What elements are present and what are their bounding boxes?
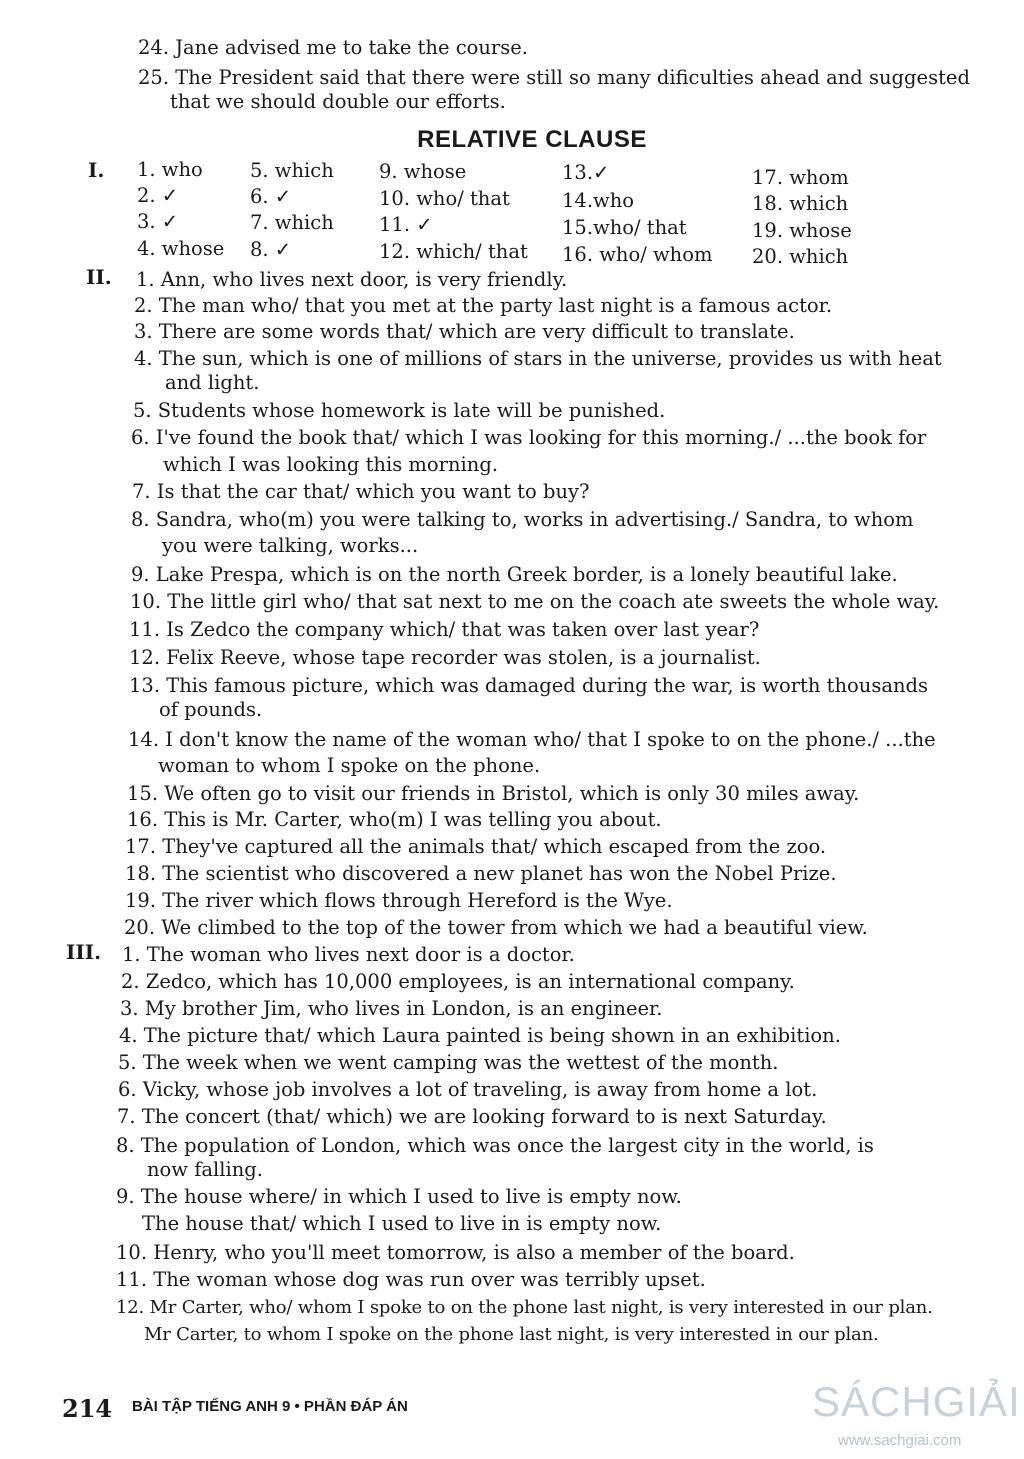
list-item: 19. The river which flows through Hereford is the Wye. xyxy=(125,889,673,912)
section-heading: RELATIVE CLAUSE xyxy=(417,126,647,153)
answer-cell: 3. ✓ xyxy=(137,210,179,233)
watermark xyxy=(812,1378,1024,1458)
answer-cell: 8. ✓ xyxy=(250,238,292,261)
section-iii-label: III. xyxy=(66,940,102,964)
list-item: 4. The sun, which is one of millions of stars in the universe, provides us with heat xyxy=(134,347,942,370)
answer-cell: 12. which/ that xyxy=(379,240,528,263)
answer-cell: 17. whom xyxy=(752,166,849,189)
answer-cell: 13.✓ xyxy=(562,161,610,184)
list-item: 20. We climbed to the top of the tower from which we had a beautiful view. xyxy=(124,916,868,939)
list-item: 15. We often go to visit our friends in Bristol, which is only 30 miles away. xyxy=(127,782,860,805)
list-item: 7. The concert (that/ which) we are looking forward to is next Saturday. xyxy=(117,1105,827,1128)
answer-cell: 2. ✓ xyxy=(137,184,179,207)
list-item: 9. The house where/ in which I used to live is empty now. xyxy=(116,1185,682,1208)
list-item: 1. Ann, who lives next door, is very friendly. xyxy=(136,268,568,291)
answer-cell: 10. who/ that xyxy=(379,187,510,210)
list-item: 13. This famous picture, which was damaged during the war, is worth thousands xyxy=(129,674,928,697)
answer-cell: 20. which xyxy=(752,245,849,268)
list-item-cont: The house that/ which I used to live in is empty now. xyxy=(142,1212,662,1235)
list-item: 14. I don't know the name of the woman who/ that I spoke to on the phone./ ...the xyxy=(128,728,936,751)
list-item: 17. They've captured all the animals that/ which escaped from the zoo. xyxy=(125,835,827,858)
list-item: 18. The scientist who discovered a new planet has won the Nobel Prize. xyxy=(125,862,837,885)
list-item-cont: woman to whom I spoke on the phone. xyxy=(158,754,541,777)
list-item: 11. Is Zedco the company which/ that was taken over last year? xyxy=(129,618,760,641)
list-item: 5. Students whose homework is late will be punished. xyxy=(133,399,666,422)
list-item-cont: of pounds. xyxy=(159,698,263,721)
page-footer xyxy=(62,1394,408,1423)
answer-cell: 15.who/ that xyxy=(562,216,687,239)
list-item: 12. Felix Reeve, whose tape recorder was stolen, is a journalist. xyxy=(129,646,761,669)
list-item: 3. My brother Jim, who lives in London, is an engineer. xyxy=(120,997,663,1020)
book-title: BÀI TẬP TIẾNG ANH 9 • PHẦN ĐÁP ÁN xyxy=(132,1398,408,1415)
item-25-cont: that we should double our efforts. xyxy=(170,90,506,113)
watermark-url: www.sachgiai.com xyxy=(838,1432,962,1449)
list-item: 2. The man who/ that you met at the party last night is a famous actor. xyxy=(134,294,833,317)
list-item: 10. Henry, who you'll meet tomorrow, is also a member of the board. xyxy=(116,1241,795,1264)
list-item-cont: you were talking, works... xyxy=(162,534,419,557)
list-item: 7. Is that the car that/ which you want to buy? xyxy=(132,480,590,503)
list-item: 5. The week when we went camping was the wettest of the month. xyxy=(118,1051,779,1074)
list-item: 12. Mr Carter, who/ whom I spoke to on the phone last night, is very interested in our plan. xyxy=(116,1297,933,1318)
list-item: 3. There are some words that/ which are very difficult to translate. xyxy=(134,320,795,343)
list-item-cont: now falling. xyxy=(147,1158,263,1181)
list-item: 4. The picture that/ which Laura painted is being shown in an exhibition. xyxy=(119,1024,841,1047)
list-item-cont: which I was looking this morning. xyxy=(163,453,499,476)
watermark-logo: SÁCHGIẢI xyxy=(812,1378,1021,1425)
list-item: 8. Sandra, who(m) you were talking to, works in advertising./ Sandra, to whom xyxy=(131,508,914,531)
list-item: 6. I've found the book that/ which I was looking for this morning./ ...the book for xyxy=(131,426,927,449)
answer-cell: 19. whose xyxy=(752,219,852,242)
answer-cell: 1. who xyxy=(137,158,203,181)
list-item: 9. Lake Prespa, which is on the north Greek border, is a lonely beautiful lake. xyxy=(131,563,898,586)
list-item: 6. Vicky, whose job involves a lot of traveling, is away from home a lot. xyxy=(118,1078,818,1101)
item-25: 25. The President said that there were still so many dificulties ahead and suggested xyxy=(138,66,970,89)
answer-cell: 9. whose xyxy=(379,160,467,183)
item-24: 24. Jane advised me to take the course. xyxy=(138,36,528,59)
list-item: 10. The little girl who/ that sat next to me on the coach ate sweets the whole way. xyxy=(130,590,940,613)
list-item: 11. The woman whose dog was run over was terribly upset. xyxy=(116,1268,706,1291)
answer-cell: 4. whose xyxy=(137,237,225,260)
answer-cell: 5. which xyxy=(250,159,334,182)
list-item: 16. This is Mr. Carter, who(m) I was telling you about. xyxy=(127,808,662,831)
answer-cell: 18. which xyxy=(752,192,849,215)
answer-cell: 14.who xyxy=(562,189,635,212)
list-item: 2. Zedco, which has 10,000 employees, is an international company. xyxy=(121,970,795,993)
section-i-label: I. xyxy=(88,158,105,182)
page-number: 214 xyxy=(62,1394,113,1423)
list-item-cont: Mr Carter, to whom I spoke on the phone last night, is very interested in our plan. xyxy=(144,1324,879,1345)
section-ii-label: II. xyxy=(86,265,112,289)
list-item: 8. The population of London, which was once the largest city in the world, is xyxy=(116,1134,874,1157)
list-item-cont: and light. xyxy=(165,371,260,394)
answer-cell: 16. who/ whom xyxy=(562,243,713,266)
answer-cell: 7. which xyxy=(250,211,334,234)
answer-cell: 6. ✓ xyxy=(250,185,292,208)
list-item: 1. The woman who lives next door is a doctor. xyxy=(122,943,575,966)
answer-cell: 11. ✓ xyxy=(379,213,433,236)
